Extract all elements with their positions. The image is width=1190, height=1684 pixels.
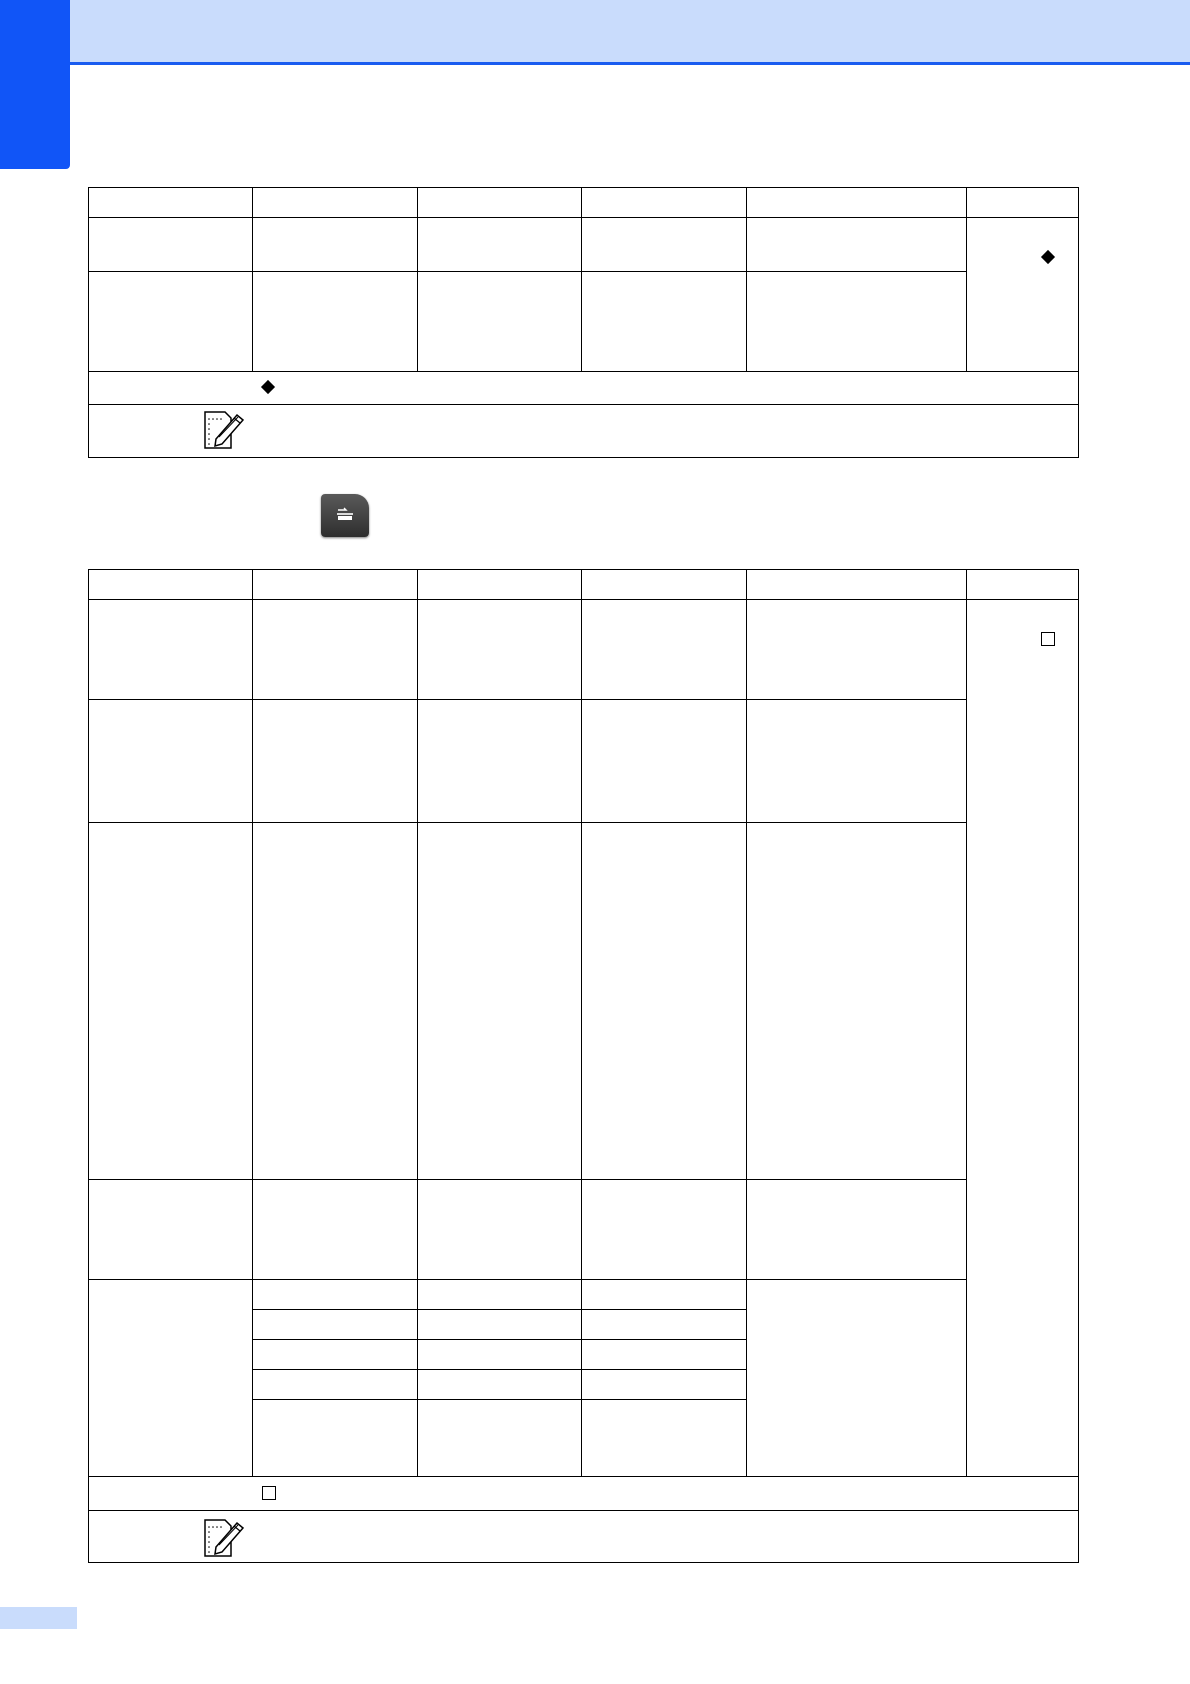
checkbox-icon [1041, 632, 1055, 646]
table2-rule [417, 569, 418, 1477]
chapter-tab [0, 0, 70, 169]
checkbox-icon [262, 1486, 276, 1500]
table2-rule [252, 1309, 747, 1310]
table2-rule [966, 569, 967, 1477]
table1-rule [88, 404, 1079, 405]
header-band [70, 0, 1190, 65]
table1-rule [1078, 187, 1079, 458]
table2-rule [88, 1179, 967, 1180]
table1-rule [88, 217, 1079, 218]
table2-rule [88, 569, 89, 1563]
table2-rule [88, 1279, 967, 1280]
table1-rule [581, 187, 582, 372]
table2-rule [746, 569, 747, 1477]
table2-rule [88, 1510, 1079, 1511]
table2-rule [88, 1562, 1079, 1563]
table2-rule [88, 569, 1079, 570]
scan-key[interactable] [321, 494, 369, 537]
table1-rule [88, 371, 1079, 372]
diamond-icon [1041, 250, 1055, 264]
note-pencil-icon [201, 1517, 245, 1559]
table2-rule [88, 699, 967, 700]
table2-rule [88, 599, 1079, 600]
table1-rule [88, 457, 1079, 458]
table1-rule [88, 187, 89, 458]
table2-rule [581, 569, 582, 1477]
footer-tab [0, 1607, 77, 1629]
note-pencil-icon [201, 409, 245, 451]
table1-rule [88, 187, 1079, 188]
table2-rule [252, 1369, 747, 1370]
diamond-icon [261, 380, 275, 394]
scan-icon [335, 507, 355, 523]
table2-rule [252, 1399, 747, 1400]
table2-rule [88, 1476, 1079, 1477]
table2-rule [1078, 569, 1079, 1563]
table1-rule [417, 187, 418, 372]
table1-rule [966, 187, 967, 372]
table1-rule [746, 187, 747, 372]
table2-rule [88, 822, 967, 823]
table1-rule [88, 271, 967, 272]
table2-rule [252, 569, 253, 1477]
table1-rule [252, 187, 253, 372]
table2-rule [252, 1339, 747, 1340]
